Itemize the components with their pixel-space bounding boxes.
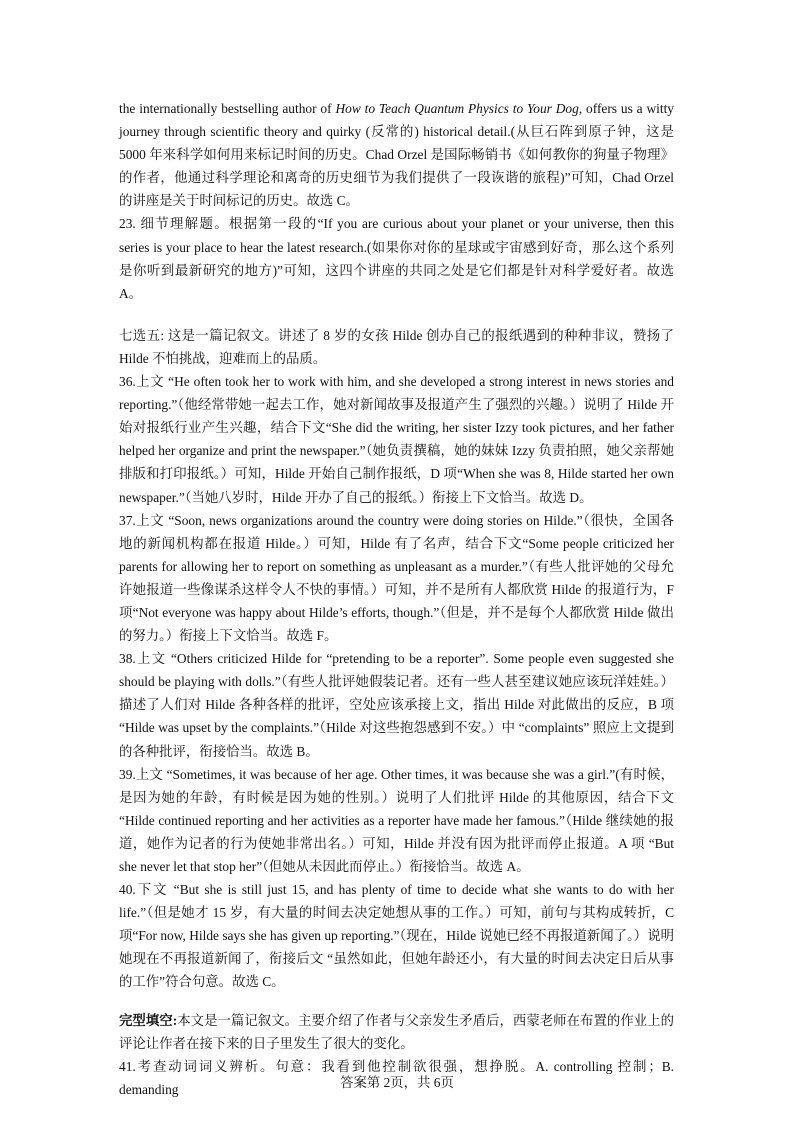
answer-36: 36.上文 “He often took her to work with him, and she developed a strong interest in news stories and reporting.”（他经常带她一起去工作，她对新闻故事及报道产生了强烈的兴趣。）说明了 Hilde 开始对报纸行业产生兴趣，结合下文“She did the writing, her sister Izzy took pictures, and her father helped her organize and print the newspaper.”（她负责撰稿，她的妹妹 Izzy 负责拍照，她父亲帮她排版和打印报纸。）可知，Hilde 开始自己制作报纸，D 项“When she was 8, Hilde started her own newspaper.”（当她八岁时，Hilde 开办了自己的报纸。）衔接上下文恰当。故选 D。: [119, 374, 674, 505]
cloze-intro: [119, 1009, 674, 1055]
cloze-label: 完型填空:: [119, 1012, 178, 1028]
seven-choose-five-intro: 七选五: 这是一篇记叙文。讲述了 8 岁的女孩 Hilde 创办自己的报纸遇到的种种非议，赞扬了 Hilde 不怕挑战，迎难而上的品质。: [119, 327, 674, 366]
answer-39: 39.上文 “Sometimes, it was because of her age. Other times, it was because she was a girl.”(有时候，是因为她的年龄，有时候是因为她的性别。）说明了人们批评 Hilde 的其他原因，结合下文 “Hilde continued reporting and her activities as a reporter have made her famous.”（Hilde 继续她的报道，她作为记者的行为使她非常出名。）可知，Hilde 并没有因为批评而停止报道。A 项 “But she never let that stop her”（但她从未因此而停止。）衔接恰当。故选 A。: [119, 766, 674, 874]
answer-22-text-end: , offers us a witty journey through scientific theory and quirky (反常的) historical detail.(从巨石阵到原子钟，这是 5000 年来科学如何用来标记时间的历史。Chad Orzel 是国际畅销书《如何教你的狗量子物理》的作者，他通过科学理论和离奇的历史细节为我们提供了一段诙谐的旅程)”可知，Chad Orzel 的讲座是关于时间标记的历史。故选 C。: [119, 101, 675, 209]
page-footer: 答案第 2页，共 6页: [340, 1075, 454, 1090]
answer-23: 23. 细节理解题。根据第一段的“If you are curious about your planet or your universe, then this series is your place to hear the latest research.(如果你对你的星球或宇宙感到好奇，那么这个系列是你听到最新研究的地方)”可知，这四个讲座的共同之处是它们都是针对科学爱好者。故选 A。: [119, 216, 674, 301]
answer-40: 40.下文 “But she is still just 15, and has plenty of time to decide what she wants to do with her life.”（但是她才 15 岁，有大量的时间去决定她想从事的工作。）可知，前句与其构成转折，C 项“For now, Hilde says she has given up reporting.”（现在，Hilde 说她已经不再报道新闻了。）说明她现在不再报道新闻了，衔接后文 “虽然如此，但她年龄还小，有大量的时间去决定日后从事的工作”符合句意。故选 C。: [119, 882, 674, 990]
answer-37: 37.上文 “Soon, news organizations around the country were doing stories on Hilde.”（很快，全国各地的新闻机构都在报道 Hilde。）可知，Hilde 有了名声，结合下文“Some people criticized her parents for allowing her to report on something as unpleasant as a murder.”（有些人批评她的父母允许她报道一些像谋杀这样令人不快的事情。）可知，并不是所有人都欣赏 Hilde 的报道行为，F 项“Not everyone was happy about Hilde’s efforts, though.”（但是，并不是每个人都欣赏 Hilde 做出的努力。）衔接上下文恰当。故选 F。: [119, 512, 674, 644]
cloze-intro-text: 本文是一篇记叙文。主要介绍了作者与父亲发生矛盾后，西蒙老师在布置的作业上的评论让作者在接下来的日子里发生了很大的变化。: [119, 1012, 674, 1051]
section-gap: [119, 305, 674, 324]
book-title: How to Teach Quantum Physics to Your Dog: [335, 101, 579, 116]
section-gap: [119, 994, 674, 1009]
answer-22-text-start: the internationally bestselling author of: [119, 101, 336, 116]
answer-41: 41.考查动词词义辨析。句意：我看到他控制欲很强，想挣脱。A. controlling 控制；B. demanding: [119, 1058, 674, 1097]
answer-22-continued: [119, 97, 674, 212]
answer-body: [119, 97, 674, 1101]
answer-38: 38.上文 “Others criticized Hilde for “pretending to be a reporter”. Some people even suggested she should be playing with dolls.”（有些人批评她假装记者。还有一些人甚至建议她应该玩洋娃娃。）描述了人们对 Hilde 各种各样的批评，空处应该承接上文，指出 Hilde 对此做出的反应，B 项 “Hilde was upset by the complaints.”（Hilde 对这些抱怨感到不安。）中 “complaints” 照应上文提到的各种批评，衔接恰当。故选 B。: [119, 651, 674, 759]
